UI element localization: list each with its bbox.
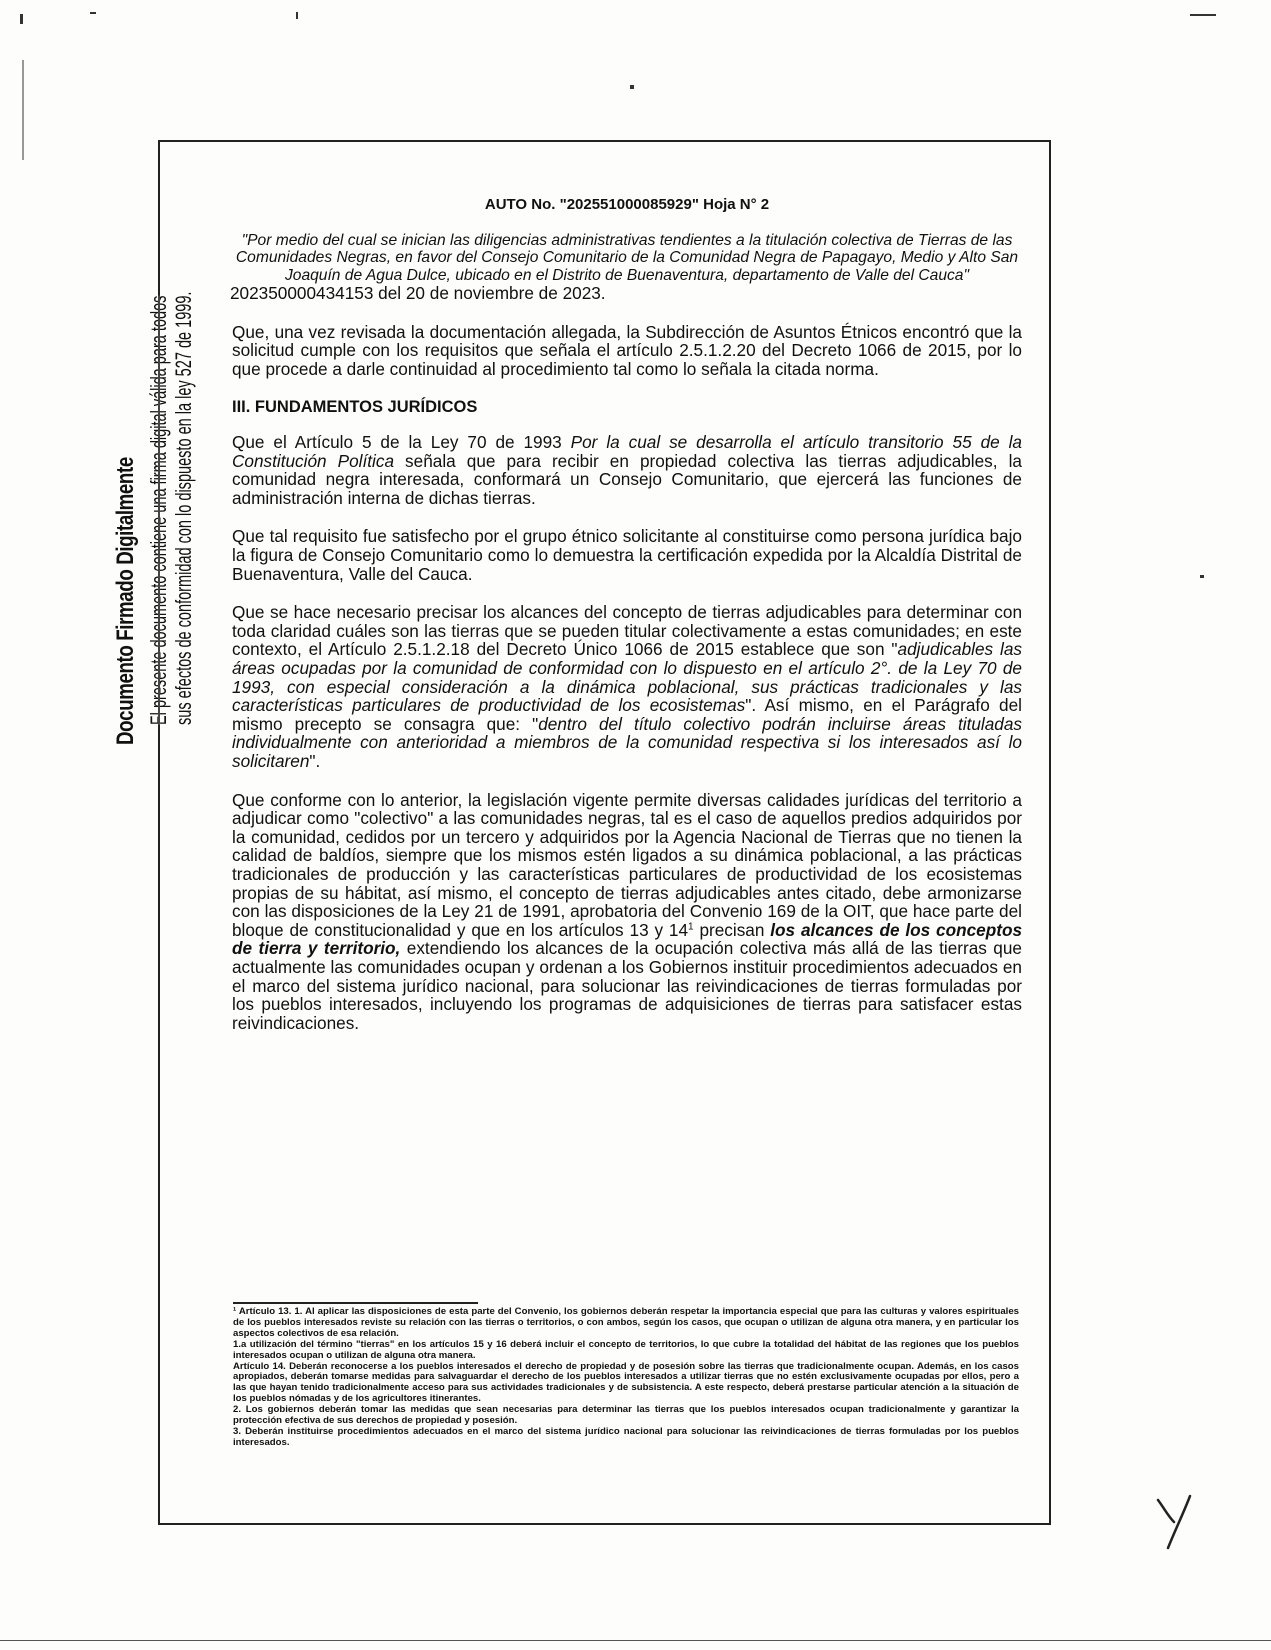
text-span: señala que para recibir en propiedad colectiva las tierras adjudicables, la comunidad negra interesada, conformará un Consejo Comunitario, que ejercerá las funciones de administración interna de dichas tierras. bbox=[232, 450, 1022, 508]
footnote-item: 3. Deberán instituirse procedimientos adecuados en el marco del sistema jurídico nacional para solucionar las reivindicaciones de tierras formuladas por los pueblos interesados. bbox=[233, 1425, 1019, 1448]
text-span: Que conforme con lo anterior, la legislación vigente permite diversas calidades jurídicas del territorio a adjudicar como "colectivo" a las comunidades negras, tal es el caso de aquellos predios adquiridos por la comunidad, cedidos por un tercero y adquiridos por la Agencia Nacional de Tierras que no tienen la calidad de baldíos, siempre que los mismos estén ligados a su dinámica poblacional, a las prácticas tradicionales de producción y las características particulares de productividad de los ecosistemas propias de su hábitat, así mismo, el concepto de tierras adjudicables antes citado, debe armonizarse con las disposiciones de la Ley 21 de 1991, aprobatoria del Convenio 169 de la OIT, que hace parte del bloque de constitucionalidad y que en los artículos 13 y 14 bbox=[232, 789, 1022, 940]
scan-edge-line bbox=[0, 1640, 1271, 1641]
footnote-item: 1.a utilización del término "tierras" en los artículos 15 y 16 deberá incluir el concepto de territorios, lo que cubre la totalidad del hábitat de las regiones que los pueblos interesados ocupan o utilizan de alguna otra manera. bbox=[233, 1338, 1019, 1361]
stamp-title: Documento Firmado Digitalmente bbox=[112, 457, 139, 745]
scan-mark bbox=[630, 85, 634, 89]
stamp-line-2: sus efectos de conformidad con lo dispuesto en la ley 527 de 1999. bbox=[171, 291, 196, 725]
paragraph-alcances bbox=[232, 603, 1022, 770]
reference-line: 202350000434153 del 20 de noviembre de 2023. bbox=[230, 283, 606, 304]
text-span: extendiendo los alcances de la ocupación colectiva más allá de las tierras que actualmente las comunidades ocupan y ordenan a los Gobiernos instituir procedimientos adecuados en el marco del sistema jurídico nacional, para solucionar las reivindicaciones de tierras formuladas por los pueblos interesados, incluyendo los programas de adquisiciones de tierras para satisfacer estas reivindicaciones. bbox=[232, 938, 1022, 1033]
paragraph-conforme bbox=[232, 791, 1022, 1033]
footnote-item: 2. Los gobiernos deberán tomar las medidas que sean necesarias para determinar las tierras que los pueblos interesados ocupan tradicionalmente y garantizar la protección efectiva de sus derechos de propiedad y posesión. bbox=[233, 1404, 1019, 1427]
scan-mark bbox=[1200, 575, 1204, 578]
scan-mark bbox=[296, 12, 298, 19]
text-span: ". bbox=[309, 750, 321, 771]
text-span: Que se hace necesario precisar los alcances del concepto de tierras adjudicables para determinar con toda claridad cuáles son las tierras que se pueden titular colectivamente a estas comunidades; en este contexto, el Artículo 2.5.1.2.18 del Decreto Único 1066 de 2015 establece que son " bbox=[232, 602, 1022, 660]
section-title: III. FUNDAMENTOS JURÍDICOS bbox=[232, 398, 478, 417]
footnote-item: ¹ Artículo 13. 1. Al aplicar las disposiciones de esta parte del Convenio, los gobiernos deberán respetar la importancia especial que para las culturas y valores espirituales de los pueblos interesados reviste su relación con las tierras o territorios, o con ambos, según los casos, que ocupan o utilizan de alguna otra manera, y en particular los aspectos colectivos de esa relación. bbox=[233, 1306, 1019, 1339]
document-body bbox=[232, 196, 1022, 1052]
auto-subtitle: "Por medio del cual se inician las diligencias administrativas tendientes a la titulación colectiva de Tierras de las Comunidades Negras, en favor del Consejo Comunitario de la Comunidad Negra de Papagayo, Medio y Alto San Joaquín de Agua Dulce, ubicado en el Distrito de Buenaventura, departamento de Valle del Cauca" bbox=[235, 231, 1019, 284]
emphasis-bold-italic: los alcances de los conceptos de tierra y territorio, bbox=[232, 919, 1022, 959]
scan-mark bbox=[20, 14, 23, 24]
text-span: ". Así mismo, en el Parágrafo del mismo precepto se consagra que: " bbox=[232, 695, 1022, 734]
handwritten-mark-icon bbox=[1150, 1492, 1200, 1552]
quote-italic: adjudicables las áreas ocupadas por la comunidad de conformidad con lo dispuesto en el artículo 2°. de la Ley 70 de 1993, con especial consideración a la dinámica poblacional, sus prácticas tradicionales y las características particulares de productividad de los ecosistemas bbox=[232, 639, 1022, 716]
auto-number-header: AUTO No. "202551000085929" Hoja N° 2 bbox=[484, 196, 770, 213]
scan-mark bbox=[22, 60, 24, 160]
stamp-line-1: El presente documento contiene una firma digital válida para todos bbox=[146, 295, 171, 725]
footnotes bbox=[233, 1307, 1019, 1449]
footnote-divider bbox=[233, 1302, 478, 1304]
paragraph-requisito: Que tal requisito fue satisfecho por el grupo étnico solicitante al constituirse como persona jurídica bajo la figura de Consejo Comunitario como lo demuestra la certificación expedida por la Alcaldía Distrital de Buenaventura, Valle del Cauca. bbox=[232, 526, 1022, 584]
text-span: precisan bbox=[693, 919, 771, 940]
text-span: Que el Artículo 5 de la Ley 70 de 1993 bbox=[232, 432, 571, 453]
footnote-item: Artículo 14. Deberán reconocerse a los pueblos interesados el derecho de propiedad y de posesión sobre las tierras que tradicionalmente ocupan. Además, en los casos apropiados, deberán tomarse medidas para salvaguardar el derecho de los pueblos interesados a utilizar tierras que no estén exclusivamente ocupadas por ellos, pero a las que hayan tenido tradicionalmente acceso para sus actividades tradicionales y de subsistencia. A este respecto, deberá prestarse particular atención a la situación de los pueblos nómadas y de los agricultores itinerantes. bbox=[233, 1360, 1019, 1405]
paragraph-articulo-5 bbox=[232, 433, 1022, 507]
footnote-reference: 1 bbox=[688, 920, 694, 932]
paragraph-revision: Que, una vez revisada la documentación allegada, la Subdirección de Asuntos Étnicos encontró que la solicitud cumple con los requisitos que señala el artículo 2.5.1.2.20 del Decreto 1066 de 2015, por lo que procede a darle continuidad al procedimiento tal como lo señala la citada norma. bbox=[232, 321, 1022, 379]
quote-italic: dentro del título colectivo podrán incluirse áreas tituladas individualmente con anterioridad a miembros de la comunidad respectiva si los interesados así lo solicitaren bbox=[232, 713, 1022, 771]
scan-mark bbox=[1190, 14, 1216, 16]
scan-mark bbox=[90, 12, 96, 14]
law-title-italic: Por la cual se desarrolla el artículo transitorio 55 de la Constitución Política bbox=[232, 432, 1022, 471]
